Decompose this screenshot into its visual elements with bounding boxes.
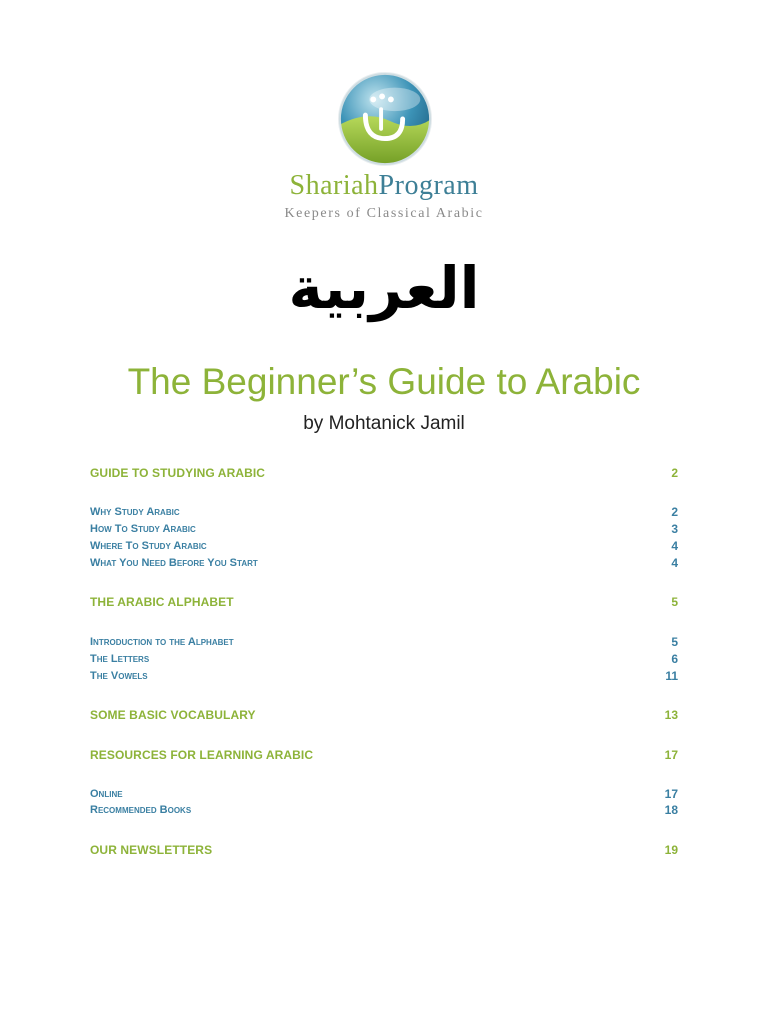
toc-entry-label: Why Study Arabic [90, 506, 180, 518]
toc-entry-page: 4 [671, 556, 678, 570]
toc-entry[interactable] [90, 537, 678, 555]
toc-entry-label: Online [90, 788, 123, 800]
toc-entry[interactable] [90, 633, 678, 651]
toc-entry[interactable] [90, 801, 678, 819]
toc-entry[interactable] [90, 554, 678, 572]
toc-entry-page: 5 [671, 635, 678, 649]
toc-entry-page: 2 [671, 505, 678, 519]
toc-entry[interactable] [90, 667, 678, 685]
toc-entry[interactable] [90, 650, 678, 668]
toc-entry-page: 6 [671, 652, 678, 666]
toc-entry[interactable] [90, 464, 678, 482]
toc-entry-page: 19 [664, 843, 678, 857]
document-byline: by Mohtanick Jamil [303, 413, 465, 434]
brand-name-part1: Shariah [289, 170, 379, 201]
toc-entry-page: 5 [671, 595, 678, 609]
toc-entry-label: The Letters [90, 653, 150, 665]
toc-entry-label: Where To Study Arabic [90, 540, 207, 552]
toc-entry-page: 17 [664, 787, 678, 801]
brand-tagline: Keepers of Classical Arabic [284, 206, 484, 221]
brand-name [0, 168, 768, 204]
toc-entry-page: 17 [664, 748, 678, 762]
toc-entry-label: RESOURCES FOR LEARNING ARABIC [90, 748, 314, 762]
toc-entry-page: 11 [665, 669, 678, 683]
toc-entry-label: THE ARABIC ALPHABET [90, 595, 234, 609]
toc-entry-label: How To Study Arabic [90, 523, 196, 535]
toc-entry[interactable] [90, 841, 678, 859]
toc-entry-label: GUIDE TO STUDYING ARABIC [90, 466, 266, 480]
brand-name-part2: Program [378, 170, 479, 201]
toc-entry[interactable] [90, 706, 678, 724]
toc-entry-label: OUR NEWSLETTERS [90, 843, 213, 857]
document-title: The Beginner’s Guide to Arabic [127, 361, 641, 402]
shariah-globe-logo-icon [336, 70, 434, 168]
toc-entry-page: 4 [671, 539, 678, 553]
toc-entry[interactable] [90, 593, 678, 611]
toc-entry-page: 18 [664, 803, 678, 817]
toc-entry-label: What You Need Before You Start [90, 557, 258, 569]
toc-entry-label: SOME BASIC VOCABULARY [90, 708, 256, 722]
toc-entry-page: 3 [671, 522, 678, 536]
toc-entry[interactable] [90, 520, 678, 538]
toc-entry-label: Recommended Books [90, 804, 192, 816]
toc-entry[interactable] [90, 746, 678, 764]
toc-entry-page: 13 [664, 708, 678, 722]
arabic-title: العربية [288, 254, 480, 322]
toc-entry-page: 2 [671, 466, 678, 480]
toc-entry[interactable] [90, 503, 678, 521]
toc-entry-label: Introduction to the Alphabet [90, 636, 234, 648]
toc-entry-label: The Vowels [90, 670, 148, 682]
